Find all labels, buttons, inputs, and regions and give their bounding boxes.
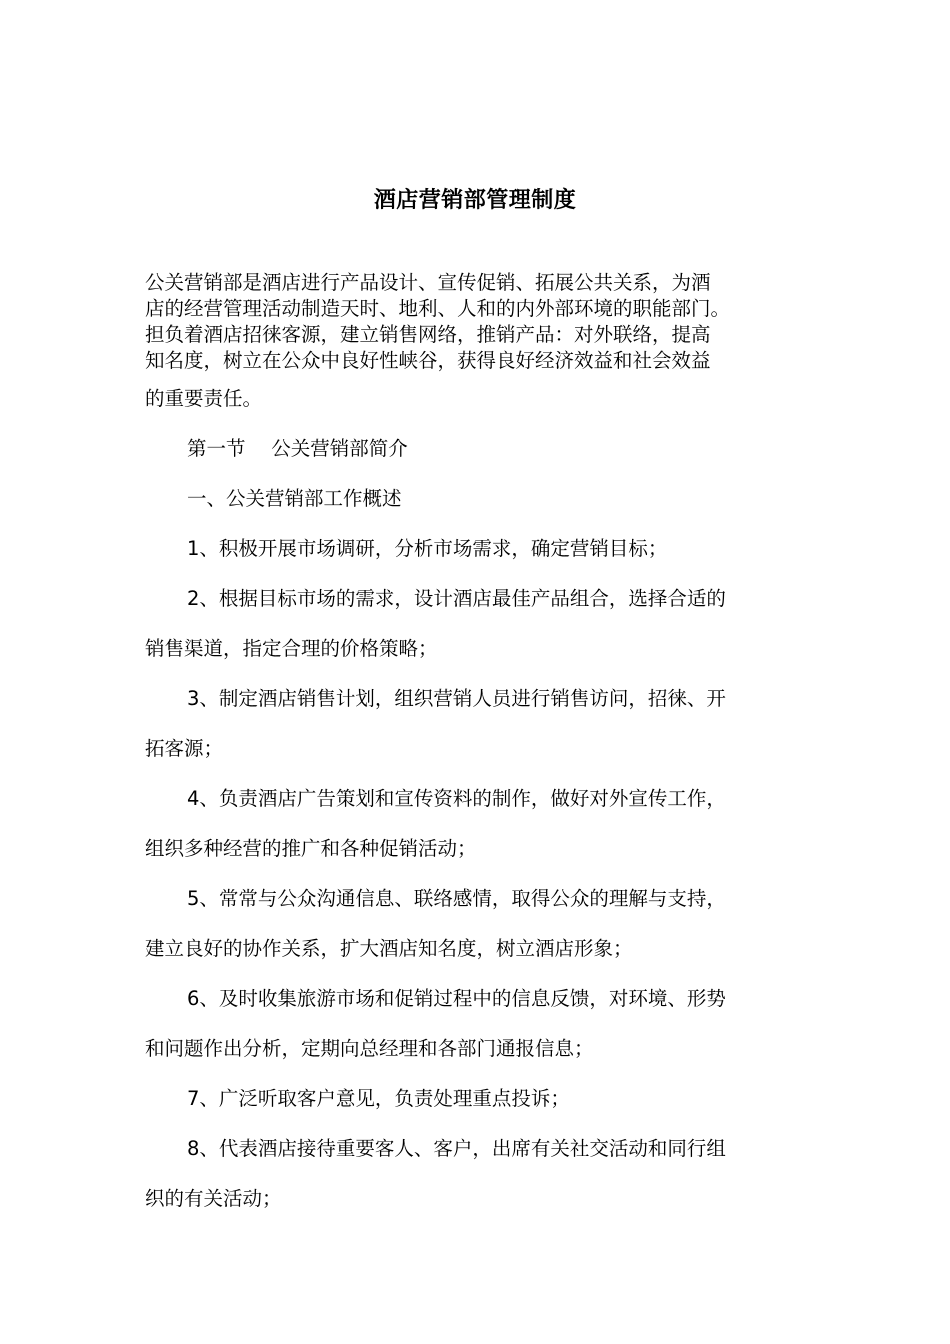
item-number: 2 — [187, 587, 200, 610]
item-text: 、根据目标市场的需求，设计酒店最佳产品组合，选择合适的 — [199, 587, 726, 610]
item-text: 、及时收集旅游市场和促销过程中的信息反馈，对环境、形势 — [199, 987, 726, 1010]
item-text: 、制定酒店销售计划，组织营销人员进行销售访问，招徕、开 — [199, 687, 726, 710]
subsection-heading: 一、公关营销部工作概述 — [187, 487, 402, 510]
item-number: 5 — [187, 887, 200, 910]
list-item — [145, 586, 857, 612]
item-continuation: 织的有关活动； — [145, 1187, 282, 1210]
item-text: 、积极开展市场调研，分析市场需求，确定营销目标； — [199, 537, 668, 560]
list-item — [145, 1136, 857, 1162]
item-number: 7 — [187, 1087, 200, 1110]
section-heading: 第一节 公关营销部简介 — [187, 437, 408, 460]
item-text: 、常常与公众沟通信息、联络感情，取得公众的理解与支持， — [199, 887, 726, 910]
list-item — [145, 536, 857, 562]
item-number: 8 — [187, 1137, 200, 1160]
list-item — [145, 1086, 857, 1112]
list-item — [145, 686, 857, 712]
intro-line: 公关营销部是酒店进行产品设计、宣传促销、拓展公共关系，为酒 — [145, 271, 711, 294]
list-item — [145, 886, 857, 912]
item-text: 、代表酒店接待重要客人、客户，出席有关社交活动和同行组 — [199, 1137, 726, 1160]
intro-line: 知名度，树立在公众中良好性峡谷，获得良好经济效益和社会效益 — [145, 349, 711, 372]
intro-line: 的重要责任。 — [145, 387, 263, 410]
intro-line: 店的经营管理活动制造天时、地利、人和的内外部环境的职能部门。 — [145, 297, 731, 320]
item-text: 、广泛听取客户意见，负责处理重点投诉； — [199, 1087, 570, 1110]
intro-line: 担负着酒店招徕客源，建立销售网络，推销产品：对外联络，提高 — [145, 323, 711, 346]
item-number: 3 — [187, 687, 200, 710]
list-item — [145, 986, 857, 1012]
list-item — [145, 786, 857, 812]
item-continuation: 拓客源； — [145, 737, 224, 760]
item-continuation: 建立良好的协作关系，扩大酒店知名度，树立酒店形象； — [145, 937, 633, 960]
intro-paragraph — [145, 270, 815, 412]
item-number: 1 — [187, 537, 200, 560]
item-text: 、负责酒店广告策划和宣传资料的制作，做好对外宣传工作， — [199, 787, 726, 810]
item-continuation: 销售渠道，指定合理的价格策略； — [145, 637, 438, 660]
item-continuation: 和问题作出分析，定期向总经理和各部门通报信息； — [145, 1037, 594, 1060]
item-number: 4 — [187, 787, 200, 810]
item-continuation: 组织多种经营的推广和各种促销活动； — [145, 837, 477, 860]
item-number: 6 — [187, 987, 200, 1010]
document-title: 酒店营销部管理制度 — [373, 187, 577, 213]
